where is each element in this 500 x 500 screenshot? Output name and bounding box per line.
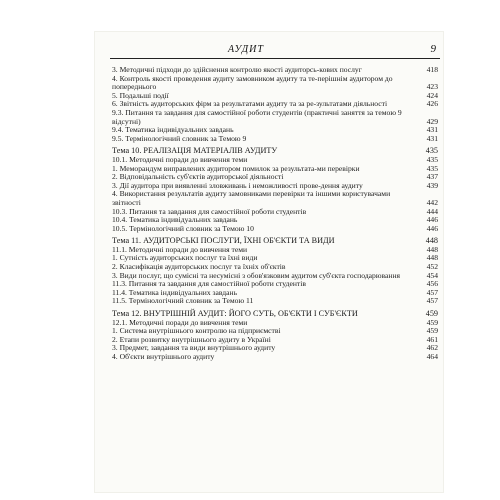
toc-entry-page: 459 [425, 309, 438, 319]
toc-entry-page: 454 [426, 270, 438, 280]
toc-entry-page: 444 [426, 206, 438, 216]
toc-entry-page: 435 [426, 154, 438, 164]
toc-entry-text: Тема 10. РЕАЛІЗАЦІЯ МАТЕРІАЛІВ АУДИТУ [112, 146, 278, 156]
toc-entry-page: 461 [426, 334, 438, 344]
toc-entry-text: 10.1. Методичні поради до вивчення теми [112, 154, 248, 164]
toc-entry-page: 464 [426, 352, 438, 361]
toc-entry-text: 11.3. Питання та завдання для самостійної роботи студентів [112, 279, 306, 289]
toc-entry [112, 353, 438, 362]
toc-entry-text: 9.4. Тематика індивідуальних завдань [112, 125, 234, 135]
toc-entry-page: 452 [426, 262, 438, 272]
toc-entry-page: 435 [426, 163, 438, 173]
toc-entry-text: 11.1. Методичні поради до вивчення теми [112, 244, 248, 254]
toc-entry [112, 225, 438, 234]
toc-entry-text: Тема 11. АУДИТОРСЬКІ ПОСЛУГИ, ЇХНІ ОБ'ЄКТИ ТА ВИДИ [112, 236, 335, 246]
toc-entry-page: 462 [426, 343, 438, 353]
toc-entry [112, 190, 438, 207]
toc-entry-text: 9.5. Термінологічний словник за Темою 9 [112, 133, 247, 143]
toc-entry-page: 435 [425, 146, 438, 156]
toc-entry-text: 11.5. Термінологічний словник за Темою 11 [112, 296, 254, 306]
toc-entry-text: 3. Види послуг, що сумісні та несумісні з обов'язковим аудитом суб'єкта господарювання [112, 270, 400, 280]
toc-entry-text: 4. Використання результатів аудиту замовниками перевірки та іншими користувачами звітності [112, 189, 391, 207]
toc-entry-page: 437 [426, 172, 438, 182]
toc-entry-page: 459 [426, 317, 438, 327]
toc-entry-text: 1. Сутність аудиторських послуг та їхні види [112, 253, 258, 263]
toc-entry [112, 135, 438, 144]
toc-entry-page: 457 [426, 296, 438, 306]
toc-entry-text: 10.3. Питання та завдання для самостійної роботи студентів [112, 206, 307, 216]
running-title: АУДИТ [228, 44, 264, 55]
toc-entry-page: 446 [426, 223, 438, 233]
toc-entry-page: 424 [426, 90, 438, 100]
toc-entry-page: 456 [426, 279, 438, 289]
toc-entry-text: 2. Класифікація аудиторських послуг та їхніх об'єктів [112, 262, 286, 272]
toc-entry-text: 10.4. Тематика індивідуальних завдань [112, 215, 238, 225]
toc-entry-page: 448 [426, 244, 438, 254]
toc-entry [112, 109, 438, 126]
toc-entry [112, 75, 438, 92]
toc-entry-page: 431 [426, 125, 438, 135]
toc-entry-text: 11.4. Тематика індивідуальних завдань [112, 287, 238, 297]
toc-entry-text: 2. Етапи розвитку внутрішнього аудиту в Україні [112, 334, 271, 344]
table-of-contents [112, 66, 438, 362]
toc-entry-text: 3. Методичні підходи до здійснення контролю якості аудиторсь-кових послуг [112, 65, 362, 74]
toc-entry-page: 457 [426, 287, 438, 297]
toc-entry-page: 418 [426, 65, 438, 74]
toc-entry-page: 459 [426, 326, 438, 336]
toc-entry-text: 10.5. Термінологічний словник за Темою 10 [112, 223, 254, 233]
toc-entry-page: 429 [426, 116, 438, 126]
toc-entry-text: 4. Контроль якості проведення аудиту замовником аудиту та те-перішнім аудитором до попереднього [112, 73, 393, 92]
toc-entry-text: 5. Подальші події [112, 90, 169, 100]
toc-entry-page: 448 [426, 253, 438, 263]
page-number: 9 [430, 43, 436, 55]
toc-entry-page: 439 [426, 180, 438, 190]
toc-entry-text: 4. Об'єкти внутрішнього аудиту [112, 352, 215, 361]
toc-entry-text: 1. Меморандум виправлених аудитором помилок за результата-ми перевірки [112, 163, 360, 173]
toc-entry-text: 1. Система внутрішнього контролю на підприємстві [112, 326, 281, 336]
toc-entry-page: 446 [426, 215, 438, 225]
toc-entry-text: 3. Предмет, завдання та види внутрішнього аудиту [112, 343, 276, 353]
toc-entry-text: 6. Звітність аудиторських фірм за результатами аудиту та за ре-зультатами діяльності [112, 99, 388, 109]
toc-entry-text: 12.1. Методичні поради до вивчення теми [112, 317, 248, 327]
toc-entry-page: 448 [425, 236, 438, 246]
page-header [110, 44, 440, 59]
toc-entry [112, 297, 438, 306]
toc-entry-text: 3. Дії аудитора при виявленні зловживань і неможливості прове-дення аудиту [112, 180, 363, 190]
toc-entry-page: 442 [426, 197, 438, 207]
toc-entry-text: 2. Відповідальність суб'єктів аудиторської діяльності [112, 172, 284, 182]
toc-entry-page: 423 [426, 82, 438, 92]
toc-entry-text: 9.3. Питання та завдання для самостійної роботи студентів (практичні заняття за темою 9 відсутні) [112, 107, 402, 126]
toc-entry-page: 426 [426, 99, 438, 109]
toc-entry-text: Тема 12. ВНУТРІШНІЙ АУДИТ: ЙОГО СУТЬ, ОБ'ЄКТИ І СУБ'ЄКТИ [112, 309, 358, 319]
toc-entry-page: 431 [426, 133, 438, 143]
